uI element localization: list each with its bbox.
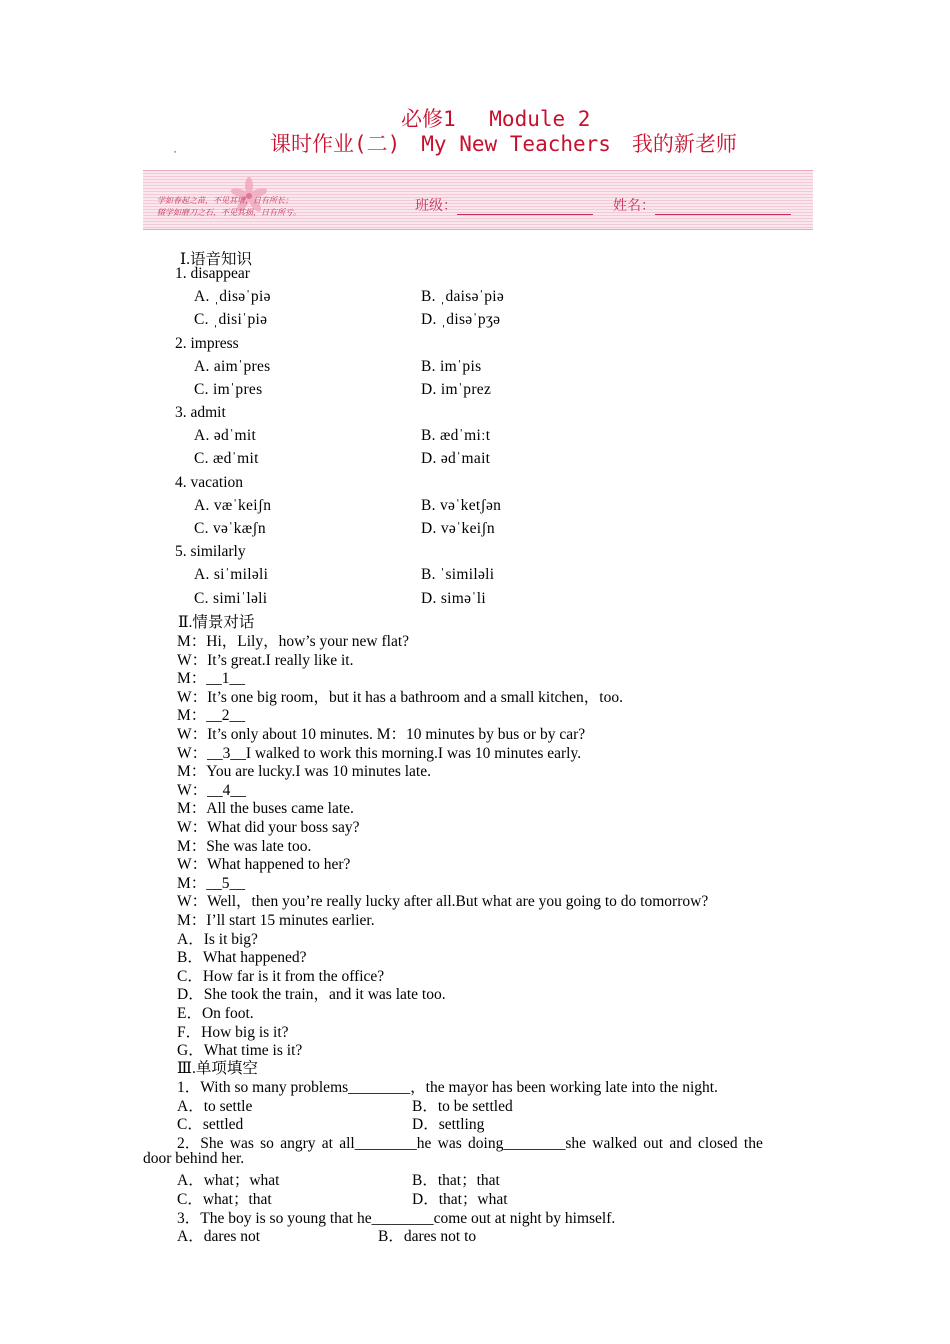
- s3-q2-stem-line2: door behind her.: [143, 1150, 245, 1167]
- s3-q1-a: A．to settle: [177, 1098, 253, 1115]
- s3-q1-b: B．to be settled: [412, 1098, 513, 1115]
- s1-q5-a: A. siˈmiləli: [194, 566, 269, 583]
- s1-q2-b: B. imˈpis: [421, 358, 482, 375]
- dialog-option: F．How big is it?: [177, 1024, 289, 1041]
- dialog-line: W：__4__: [177, 782, 246, 799]
- s1-q4-c: C. vəˈkæʃn: [194, 520, 266, 537]
- s3-q2-a: A．what；what: [177, 1172, 280, 1189]
- s3-q2-stem-line1: 2．She was so angry at all________he was doing________she walked out and closed the: [177, 1135, 763, 1152]
- dialog-line: M：All the buses came late.: [177, 800, 354, 817]
- s1-q1-d: D. ˌdisəˈpʒə: [421, 311, 501, 328]
- class-label-text: 班级：: [415, 198, 457, 214]
- section2-heading: Ⅱ.情景对话: [178, 614, 255, 631]
- section3-heading: Ⅲ.单项填空: [177, 1060, 258, 1077]
- class-field[interactable]: [457, 200, 593, 215]
- dialog-option: C．How far is it from the office?: [177, 968, 385, 985]
- s1-q4-d: D. vəˈkeiʃn: [421, 520, 495, 537]
- dialog-line: W：__3__I walked to work this morning.I was 10 minutes early.: [177, 745, 582, 762]
- dialog-line: M：__2__: [177, 707, 246, 724]
- s1-q4-stem: 4. vacation: [175, 474, 244, 491]
- dialog-option: E．On foot.: [177, 1005, 254, 1022]
- s1-q4-b: B. vəˈketʃən: [421, 497, 502, 514]
- dialog-line: M：__5__: [177, 875, 246, 892]
- s1-q5-b: B. ˈsimiləli: [421, 566, 495, 583]
- s1-q2-a: A. aimˈpres: [194, 358, 271, 375]
- dialog-line: W：What did your boss say?: [177, 819, 360, 836]
- motto-line2: 辍学如磨刀之石，不见其损，日有所亏。: [157, 208, 301, 217]
- marker-icon: ▪: [174, 148, 177, 156]
- class-label: [415, 195, 593, 215]
- s1-q3-c: C. ædˈmit: [194, 450, 259, 467]
- dialog-line: M：You are lucky.I was 10 minutes late.: [177, 763, 431, 780]
- dialog-line: M：Hi，Lily，how’s your new flat?: [177, 633, 410, 650]
- s3-q2-d: D．that；what: [412, 1191, 508, 1208]
- dialog-option: B．What happened?: [177, 949, 307, 966]
- s1-q5-stem: 5. similarly: [175, 543, 246, 560]
- s1-q2-c: C. imˈpres: [194, 381, 263, 398]
- s3-q1-stem: 1．With so many problems________，the mayor has been working late into the night.: [177, 1079, 718, 1096]
- dialog-option: D．She took the train，and it was late too.: [177, 986, 446, 1003]
- s3-q3-stem: 3．The boy is so young that he________come out at night by himself.: [177, 1210, 616, 1227]
- s1-q1-b: B. ˌdaisəˈpiə: [421, 288, 505, 305]
- s1-q3-b: B. ædˈmiːt: [421, 427, 491, 444]
- name-label: [613, 195, 791, 215]
- dialog-line: M：I’ll start 15 minutes earlier.: [177, 912, 375, 929]
- s3-q2-c: C．what；that: [177, 1191, 272, 1208]
- s3-q1-d: D．settling: [412, 1116, 485, 1133]
- s1-q5-c: C. simiˈləli: [194, 590, 268, 607]
- page-title-line1: 必修1 Module 2: [401, 107, 591, 131]
- s1-q4-a: A. væˈkeiʃn: [194, 497, 272, 514]
- s1-q5-d: D. siməˈli: [421, 590, 486, 607]
- motto-line1: 学如春起之苗，不见其增，日有所长；: [157, 196, 293, 205]
- s1-q1-stem: 1. disappear: [175, 265, 250, 282]
- dialog-line: W：It’s one big room，but it has a bathroom and a small kitchen，too.: [177, 689, 623, 706]
- s1-q2-d: D. imˈprez: [421, 381, 492, 398]
- name-label-text: 姓名：: [613, 198, 655, 214]
- s3-q1-c: C．settled: [177, 1116, 244, 1133]
- s1-q3-a: A. ədˈmit: [194, 427, 257, 444]
- page-title-line2: 课时作业(二) My New Teachers 我的新老师: [270, 132, 737, 156]
- section1-heading: Ⅰ.语音知识: [180, 251, 252, 268]
- s1-q3-stem: 3. admit: [175, 404, 226, 421]
- s1-q3-d: D. ədˈmait: [421, 450, 491, 467]
- s1-q2-stem: 2. impress: [175, 335, 239, 352]
- dialog-line: M：She was late too.: [177, 838, 312, 855]
- dialog-line: W：It’s great.I really like it.: [177, 652, 354, 669]
- dialog-line: W：What happened to her?: [177, 856, 351, 873]
- dialog-line: M：__1__: [177, 670, 246, 687]
- dialog-option: G．What time is it?: [177, 1042, 303, 1059]
- header-banner: [143, 170, 813, 230]
- s3-q2-b: B．that；that: [412, 1172, 500, 1189]
- name-field[interactable]: [655, 200, 791, 215]
- s3-q3-b: B．dares not to: [378, 1228, 477, 1245]
- dialog-line: W：Well，then you’re really lucky after all.But what are you going to do tomorrow?: [177, 893, 709, 910]
- dialog-option: A．Is it big?: [177, 931, 258, 948]
- s1-q1-c: C. ˌdisiˈpiə: [194, 311, 268, 328]
- s1-q1-a: A. ˌdisəˈpiə: [194, 288, 271, 305]
- s3-q3-a: A．dares not: [177, 1228, 261, 1245]
- dialog-line: W：It’s only about 10 minutes. M：10 minutes by bus or by car?: [177, 726, 586, 743]
